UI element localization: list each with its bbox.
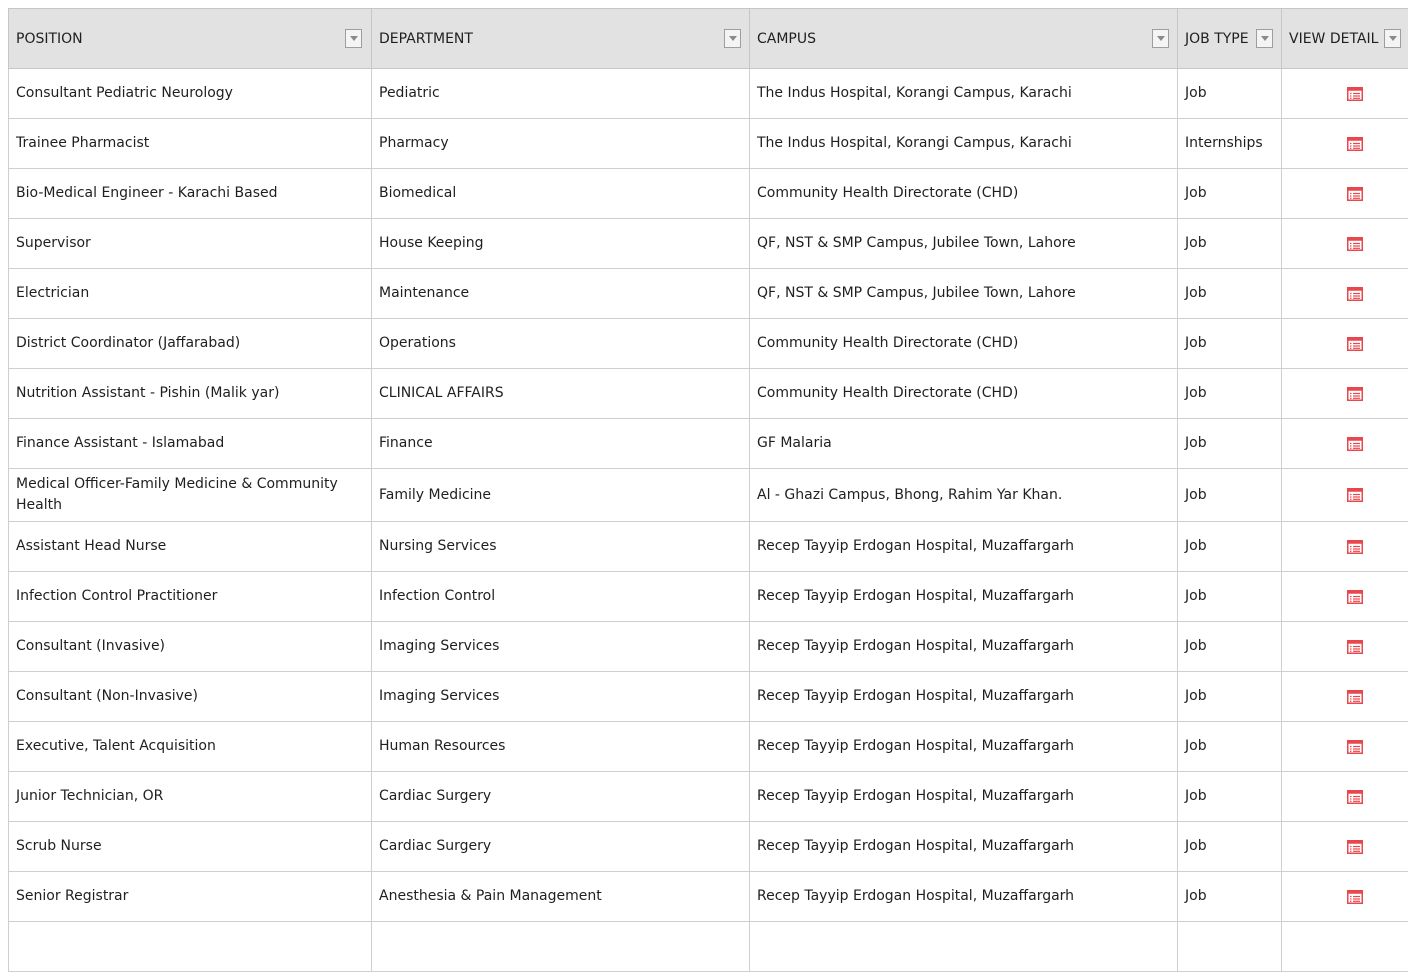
campus-cell [750, 119, 1178, 169]
view-detail-icon[interactable] [1347, 136, 1363, 152]
job-type-cell [1178, 772, 1282, 822]
job-type-text: Job [1178, 233, 1281, 254]
view-detail-icon[interactable] [1347, 889, 1363, 905]
campus-text: GF Malaria [750, 433, 1177, 454]
filter-job-type-button[interactable] [1256, 29, 1273, 48]
department-cell [372, 772, 750, 822]
view-detail-cell [1282, 672, 1408, 722]
department-cell [372, 119, 750, 169]
job-type-text: Job [1178, 536, 1281, 557]
job-type-text: Job [1178, 836, 1281, 857]
table-row [9, 169, 1408, 219]
job-type-text: Job [1178, 83, 1281, 104]
view-detail-icon[interactable] [1347, 839, 1363, 855]
department-text: Biomedical [372, 183, 749, 204]
department-cell [372, 872, 750, 922]
campus-text: The Indus Hospital, Korangi Campus, Karachi [750, 133, 1177, 154]
campus-text: Community Health Directorate (CHD) [750, 383, 1177, 404]
view-detail-cell [1282, 922, 1408, 972]
job-type-cell [1178, 622, 1282, 672]
job-type-cell [1178, 169, 1282, 219]
job-type-text: Internships [1178, 133, 1281, 154]
job-type-cell [1178, 119, 1282, 169]
position-text: Finance Assistant - Islamabad [9, 433, 371, 454]
campus-text: QF, NST & SMP Campus, Jubilee Town, Lahore [750, 283, 1177, 304]
job-type-text: Job [1178, 383, 1281, 404]
job-type-cell [1178, 469, 1282, 522]
position-cell [9, 219, 372, 269]
position-cell [9, 822, 372, 872]
position-cell [9, 722, 372, 772]
position-text: District Coordinator (Jaffarabad) [9, 333, 371, 354]
department-cell [372, 722, 750, 772]
chevron-down-icon [1261, 36, 1269, 41]
position-text: Infection Control Practitioner [9, 586, 371, 607]
campus-cell [750, 69, 1178, 119]
job-type-text: Job [1178, 283, 1281, 304]
view-detail-cell [1282, 872, 1408, 922]
campus-cell [750, 319, 1178, 369]
job-type-text: Job [1178, 433, 1281, 454]
column-label-position: POSITION [16, 31, 83, 47]
campus-cell [750, 922, 1178, 972]
position-text: Consultant Pediatric Neurology [9, 83, 371, 104]
position-cell [9, 622, 372, 672]
position-cell [9, 319, 372, 369]
position-text: Trainee Pharmacist [9, 133, 371, 154]
table-row [9, 469, 1408, 522]
view-detail-cell [1282, 572, 1408, 622]
position-cell [9, 872, 372, 922]
view-detail-cell [1282, 219, 1408, 269]
view-detail-icon[interactable] [1347, 539, 1363, 555]
department-cell [372, 419, 750, 469]
view-detail-cell [1282, 119, 1408, 169]
campus-text: Recep Tayyip Erdogan Hospital, Muzaffargarh [750, 586, 1177, 607]
view-detail-icon[interactable] [1347, 789, 1363, 805]
department-text: Pediatric [372, 83, 749, 104]
table-row [9, 119, 1408, 169]
position-text: Nutrition Assistant - Pishin (Malik yar) [9, 383, 371, 404]
view-detail-cell [1282, 722, 1408, 772]
job-type-cell [1178, 672, 1282, 722]
job-type-cell [1178, 419, 1282, 469]
view-detail-icon[interactable] [1347, 286, 1363, 302]
column-label-campus: CAMPUS [757, 31, 816, 47]
campus-cell [750, 169, 1178, 219]
department-cell [372, 522, 750, 572]
table-row [9, 69, 1408, 119]
job-type-text: Job [1178, 736, 1281, 757]
department-text: Cardiac Surgery [372, 786, 749, 807]
table-row [9, 772, 1408, 822]
view-detail-cell [1282, 69, 1408, 119]
column-header-view-detail [1282, 9, 1408, 69]
department-text: Anesthesia & Pain Management [372, 886, 749, 907]
filter-campus-button[interactable] [1152, 29, 1169, 48]
position-text: Consultant (Invasive) [9, 636, 371, 657]
view-detail-icon[interactable] [1347, 639, 1363, 655]
column-header-campus [750, 9, 1178, 69]
job-type-cell [1178, 572, 1282, 622]
department-text: Maintenance [372, 283, 749, 304]
campus-text: The Indus Hospital, Korangi Campus, Karachi [750, 83, 1177, 104]
position-cell [9, 419, 372, 469]
position-text: Consultant (Non-Invasive) [9, 686, 371, 707]
campus-cell [750, 772, 1178, 822]
position-cell [9, 269, 372, 319]
campus-text: Recep Tayyip Erdogan Hospital, Muzaffargarh [750, 636, 1177, 657]
campus-cell [750, 872, 1178, 922]
department-cell [372, 822, 750, 872]
view-detail-cell [1282, 522, 1408, 572]
table-row [9, 369, 1408, 419]
department-text: Human Resources [372, 736, 749, 757]
view-detail-icon[interactable] [1347, 336, 1363, 352]
table-row [9, 319, 1408, 369]
view-detail-cell [1282, 269, 1408, 319]
column-header-position [9, 9, 372, 69]
department-cell [372, 219, 750, 269]
column-header-department [372, 9, 750, 69]
job-type-text: Job [1178, 686, 1281, 707]
view-detail-icon[interactable] [1347, 386, 1363, 402]
campus-cell [750, 522, 1178, 572]
view-detail-icon[interactable] [1347, 186, 1363, 202]
campus-cell [750, 269, 1178, 319]
campus-cell [750, 572, 1178, 622]
department-text: Cardiac Surgery [372, 836, 749, 857]
campus-text: QF, NST & SMP Campus, Jubilee Town, Lahore [750, 233, 1177, 254]
view-detail-icon[interactable] [1347, 436, 1363, 452]
table-row [9, 269, 1408, 319]
department-text: Finance [372, 433, 749, 454]
filter-position-button[interactable] [345, 29, 362, 48]
table-row [9, 822, 1408, 872]
department-text: CLINICAL AFFAIRS [372, 383, 749, 404]
department-cell [372, 572, 750, 622]
job-type-cell [1178, 922, 1282, 972]
campus-text: Recep Tayyip Erdogan Hospital, Muzaffargarh [750, 886, 1177, 907]
campus-cell [750, 219, 1178, 269]
position-text: Medical Officer-Family Medicine & Community Health [9, 474, 371, 516]
department-text: Imaging Services [372, 636, 749, 657]
job-type-cell [1178, 872, 1282, 922]
department-cell [372, 169, 750, 219]
department-text: Nursing Services [372, 536, 749, 557]
department-text: Family Medicine [372, 485, 749, 506]
campus-text: Al - Ghazi Campus, Bhong, Rahim Yar Khan. [750, 485, 1177, 506]
campus-cell [750, 672, 1178, 722]
table-row [9, 419, 1408, 469]
table-row [9, 572, 1408, 622]
department-cell [372, 319, 750, 369]
table-row [9, 922, 1408, 972]
view-detail-icon[interactable] [1347, 739, 1363, 755]
department-text: House Keeping [372, 233, 749, 254]
position-cell [9, 522, 372, 572]
view-detail-cell [1282, 622, 1408, 672]
page-top-strip [0, 0, 1408, 8]
campus-text: Recep Tayyip Erdogan Hospital, Muzaffargarh [750, 686, 1177, 707]
department-cell [372, 69, 750, 119]
position-text: Electrician [9, 283, 371, 304]
campus-text: Community Health Directorate (CHD) [750, 333, 1177, 354]
campus-text: Recep Tayyip Erdogan Hospital, Muzaffargarh [750, 536, 1177, 557]
view-detail-icon[interactable] [1347, 589, 1363, 605]
department-cell [372, 622, 750, 672]
view-detail-cell [1282, 772, 1408, 822]
campus-cell [750, 419, 1178, 469]
campus-cell [750, 369, 1178, 419]
position-cell [9, 572, 372, 622]
chevron-down-icon [729, 36, 737, 41]
campus-cell [750, 469, 1178, 522]
column-label-department: DEPARTMENT [379, 31, 473, 47]
job-type-text: Job [1178, 786, 1281, 807]
position-cell [9, 469, 372, 522]
job-type-cell [1178, 369, 1282, 419]
column-header-job-type [1178, 9, 1282, 69]
view-detail-cell [1282, 369, 1408, 419]
table-header-row [9, 9, 1408, 69]
position-text: Bio-Medical Engineer - Karachi Based [9, 183, 371, 204]
position-cell [9, 119, 372, 169]
position-text: Supervisor [9, 233, 371, 254]
chevron-down-icon [350, 36, 358, 41]
table-row [9, 522, 1408, 572]
department-cell [372, 369, 750, 419]
campus-text: Community Health Directorate (CHD) [750, 183, 1177, 204]
campus-cell [750, 622, 1178, 672]
department-cell [372, 672, 750, 722]
department-text: Infection Control [372, 586, 749, 607]
department-text: Imaging Services [372, 686, 749, 707]
view-detail-icon[interactable] [1347, 236, 1363, 252]
column-label-view-detail: VIEW DETAIL [1289, 31, 1378, 47]
position-cell [9, 772, 372, 822]
view-detail-cell [1282, 419, 1408, 469]
campus-cell [750, 822, 1178, 872]
job-type-cell [1178, 219, 1282, 269]
view-detail-icon[interactable] [1347, 487, 1363, 503]
table-row [9, 622, 1408, 672]
view-detail-icon[interactable] [1347, 86, 1363, 102]
table-row [9, 219, 1408, 269]
job-type-cell [1178, 69, 1282, 119]
position-cell [9, 169, 372, 219]
campus-text: Recep Tayyip Erdogan Hospital, Muzaffargarh [750, 736, 1177, 757]
column-label-job-type: JOB TYPE [1185, 31, 1249, 47]
view-detail-cell [1282, 319, 1408, 369]
view-detail-cell [1282, 469, 1408, 522]
job-type-text: Job [1178, 333, 1281, 354]
department-text: Operations [372, 333, 749, 354]
position-text: Junior Technician, OR [9, 786, 371, 807]
position-text: Assistant Head Nurse [9, 536, 371, 557]
view-detail-cell [1282, 822, 1408, 872]
job-type-text: Job [1178, 886, 1281, 907]
chevron-down-icon [1389, 36, 1397, 41]
job-type-cell [1178, 822, 1282, 872]
job-type-text: Job [1178, 485, 1281, 506]
position-text: Scrub Nurse [9, 836, 371, 857]
chevron-down-icon [1157, 36, 1165, 41]
job-type-text: Job [1178, 183, 1281, 204]
filter-department-button[interactable] [724, 29, 741, 48]
job-type-cell [1178, 722, 1282, 772]
position-cell [9, 369, 372, 419]
department-cell [372, 922, 750, 972]
campus-cell [750, 722, 1178, 772]
job-type-cell [1178, 522, 1282, 572]
position-cell [9, 672, 372, 722]
department-cell [372, 469, 750, 522]
table-row [9, 872, 1408, 922]
campus-text: Recep Tayyip Erdogan Hospital, Muzaffargarh [750, 786, 1177, 807]
view-detail-cell [1282, 169, 1408, 219]
job-type-cell [1178, 269, 1282, 319]
table-row [9, 722, 1408, 772]
position-cell [9, 922, 372, 972]
position-text: Executive, Talent Acquisition [9, 736, 371, 757]
department-text: Pharmacy [372, 133, 749, 154]
view-detail-icon[interactable] [1347, 689, 1363, 705]
department-cell [372, 269, 750, 319]
position-text: Senior Registrar [9, 886, 371, 907]
job-type-text: Job [1178, 636, 1281, 657]
position-cell [9, 69, 372, 119]
table-row [9, 672, 1408, 722]
campus-text: Recep Tayyip Erdogan Hospital, Muzaffargarh [750, 836, 1177, 857]
jobs-table [8, 8, 1408, 972]
jobs-table-body [9, 69, 1408, 972]
job-type-cell [1178, 319, 1282, 369]
job-type-text: Job [1178, 586, 1281, 607]
filter-view-detail-button[interactable] [1384, 29, 1401, 48]
